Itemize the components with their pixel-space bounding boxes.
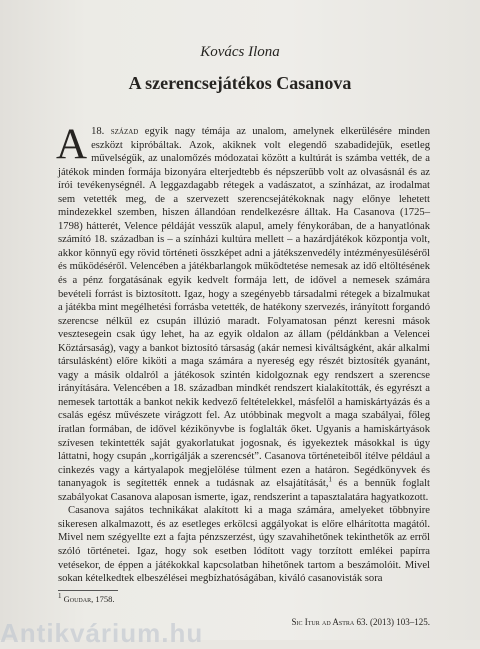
article-author: Kovács Ilona <box>200 44 280 60</box>
footnote-number: 1 <box>58 592 62 601</box>
article-title: A szerencsejátékos Casanova <box>128 73 352 93</box>
journal-issue: 63. (2013) 103–125. <box>354 617 430 627</box>
paragraph-2: Casanova sajátos technikákat alakított ki a maga számára, amelyeket többnyire sikeresen alkalmazott, és az esetleges erkölcsi aggályokat is előre elhárította magától. Mivel nem szégyellte ezt a fajta pénzszerzést, úgy szavahihetőnek tekinthetők az erről szóló történetei. Igaz, hogy sok esetben lódított vagy torzított emlékei papírra vetésekor, de éppen a játékokkal kapcsolatban hihetőnek tartom a beszámolóit. Mivel sokan kételkedtek elbeszélései megbízhatóságában, kiváló casanovisták sora <box>58 505 430 585</box>
footnote-ref[interactable]: 1 <box>328 475 332 484</box>
p1-start: 18. <box>91 126 111 137</box>
watermark-logo: Antikvárium.hu <box>0 618 204 648</box>
running-footer <box>260 617 430 627</box>
footnote-divider <box>58 590 118 591</box>
p1-smallcaps: század <box>110 126 139 137</box>
article-body <box>56 121 431 586</box>
p1-end: és a bennük foglalt szabályokat Casanova alaposan ismerte, igaz, rendszerint a tapasztalatára hagyatkozott. <box>58 478 430 503</box>
drop-cap: A <box>56 121 88 168</box>
footnote-year: , 1758. <box>91 594 115 604</box>
footnote <box>58 594 114 604</box>
journal-name: Sic Itur ad Astra <box>291 617 355 627</box>
paragraph-1 <box>56 121 431 504</box>
footnote-author: Goudar <box>63 594 92 604</box>
p1-text: egyik nagy témája az unalom, amelynek elkerülésére minden eszközt kipróbáltak. Azok, akiknek volt elegendő szabadidejük, esetleg művelségük, az unalomőzés módozatai között a kultúrát is számba vették, de a játékok minden formája bizonyára elterjedtebb és népszerűbb volt az olvasásnál és az írói tevékenységnél. A leggazdagabb rétegek a vadászatot, a színházat, az irodalmat sem vetették meg, de a szervezett szerencsejátékoknak nagy előnye lehetett mindezekkel szemben, hiszen állandóan rendelkezésre álltak. Ha Casanova (1725–1798) hátterét, Velence példáját vesszük alapul, amely fénykorában, de a hanyatlónak számító 18. században is – a színházi kultúra mellett – a hazárdjátékok központja volt, akkor könnyű egy rövid történeti összképet adni a játékszenvedély intézményesüléséről és működéséről. Velencében a játékbarlangok működtetése nemesak az idő eltöltésének és a pénz forgatásának egyik kedvelt formája lett, de idővel a nemesek számára bevételi forrást is biztosított. Igaz, hogy a szegényebb társadalmi rétegek a bizalmukat a játékba mint megélhetési forrásba vetették, de hatékony szervezés, irányított forgandó szerencse nélkül ez csupán illúzió maradt. Folyamatosan pénzt keresni mások vesztesegein csak úgy lehet, ha az egyik oldalon az állam (példánkban a Velencei Köztársaság), vagy a bankot biztosító társaság (akár nemesi kiváltságként, akár alkalmi társulásként) előre kiköti a maga számára a nyereség egy részét biztosíték gyanánt, vagy a másik oldalról a játékosok szintén kidolgoznak egy rendszert a szerencse irányítására. Velencében a 18. században mindkét rendszert kialakították, és egyrészt a nemesek tartották a bankot nekik kedvező feltételekkel, másfelől a hamiskártyázás és a csalás egész művészete virágzott fel. Az utóbbinak megvolt a maga szabályai, főleg íratlan formában, de idővel kézikönyvbe is foglalták őket. Ugyanis a hamiskártyások szívesen tekintették saját gyakorlatukat jogosnak, és igyekeztek másokkal is úgy láttatni, hogy csupán „korrigálják a szerencsét”. Casanova történeteiből ítélve például a cinkezés vagy a kártyalapok megjelölése túlment ezen a határon. Segédkönyvek és tananyagok is segítették ennek a tudásnak az elsajátítását, <box>58 126 431 490</box>
